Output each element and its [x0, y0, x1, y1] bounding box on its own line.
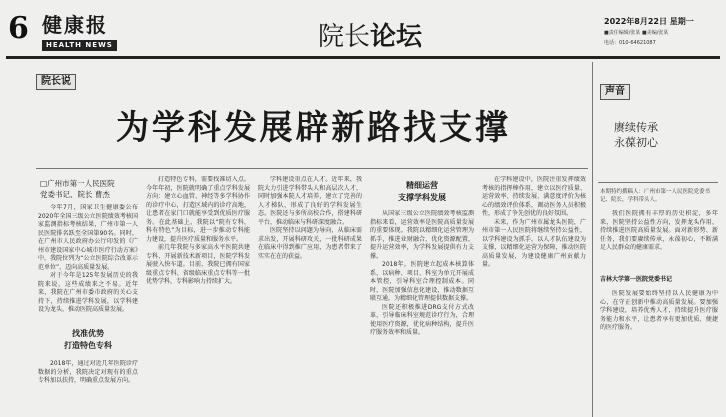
article-column-1b — [38, 360, 138, 417]
paragraph: 打造特色专科，需要找准切入点。今年年初，医院就明确了重点学科发展方向：建立心血管、神经等多学科协作的诊疗中心，打造区域内的诊疗高地，让患者在家门口就能享受到优质医疗服务。在此基础上，我院以“院有专科，科有特色”为目标，进一步推动专科能力建设，提升医疗质量和服务水平。 — [146, 176, 250, 243]
paragraph: 2018年，医院建立起成本核算体系，以病种、项目、科室为单元开展成本管控，引导科室合理控制成本。同时，医院加强信息化建设，推动数据互联互通，为精细化管理提供数据支撑。 — [370, 261, 474, 302]
article-column-4 — [370, 210, 474, 417]
sidebar-title-line2: 永葆初心 — [614, 136, 658, 149]
subhead-1-line2: 打造特色专科 — [64, 341, 112, 350]
sidebar-title-line1: 赓续传承 — [614, 121, 658, 134]
column-tag: 院长说 — [36, 74, 76, 90]
subhead-2 — [370, 180, 474, 204]
paragraph: 在学科建设中，医院注重发挥绩效考核的指挥棒作用，建立以医疗质量、运营效率、持续发展、满意度评价为核心的绩效评价体系，调动医务人员积极性，形成了争先创优的良好氛围。 — [482, 176, 586, 217]
sidebar-title — [614, 120, 658, 150]
section-title-bold: 论坛 — [370, 22, 423, 52]
paragraph: 今年7月，国家卫生健康委公布2020年全国三级公立医院绩效考核国家监测指标考核结果，广州市第一人民医院排名跃至全国第90名。同时，在广州市人民政府办公厅印发的《广州市建设国家中心城市医疗行动方案》中，我院位列为“公立医院综合改革示范单位”，迈向高质量发展。 — [38, 204, 138, 271]
header-rule — [6, 56, 720, 59]
paragraph: 从国家三级公立医院绩效考核监测指标来看，运营效率是医院高质量发展的重要体现。我院以精细化运营管理为抓手，推进业财融合，优化资源配置，提升运营效率，为学科发展提供有力支撑。 — [370, 210, 474, 260]
newspaper-brand-en: HEALTH NEWS — [42, 40, 117, 51]
sidebar-column-a — [600, 210, 718, 270]
sidebar-caption: 本期特约撰稿人：广州市第一人民医院党委书记、院长，学科带头人。 — [600, 189, 711, 203]
paragraph: 对于今年是125年发展历史的我院来说，这些成绩来之不易。近年来，我院在广州市委市政府的关心支持下，持续推进学科发展，以学科建设为龙头，推动医院高质量发展。 — [38, 272, 138, 313]
sidebar-divider — [592, 62, 593, 417]
paragraph: 学科建设重点在人才。近年来，我院大力引进学科带头人和高层次人才，同时加强本院人才培养，建立了完善的人才梯队，形成了良好的学科发展生态。医院还与多所高校合作，搭建科研平台，推动临床与科研深度融合。 — [258, 176, 362, 226]
byline-text: □广州市第一人民医院 党委书记、院长 曹杰 — [40, 179, 115, 199]
issue-date: 2022年8月22日 星期一 — [604, 17, 694, 26]
article-column-5 — [482, 176, 586, 417]
subhead-1-line1: 找准优势 — [72, 329, 104, 338]
headline-divider — [36, 168, 588, 169]
subhead-2-line1: 精细运营 — [406, 181, 438, 190]
editor-credit: ■责任编辑/张某 ■美编/张某 — [604, 30, 669, 36]
article-column-2 — [146, 176, 250, 417]
page-number: 6 — [8, 11, 29, 46]
paragraph: 我们医院拥有丰厚的历史积淀，多年来，医院坚持公益性方向，发挥龙头作用，持续推进医院高质量发展。面对新形势、新任务，我们要赓续传承，永葆初心，不断满足人民群众的健康需求。 — [600, 210, 718, 251]
sidebar-column-b — [600, 290, 718, 417]
paragraph: 医院坚持以问题为导向，从临床需求出发，开展科研攻关，一批科研成果在临床中得到推广应用，为患者带来了实实在在的获益。 — [258, 227, 362, 260]
article-column-3 — [258, 176, 362, 417]
paragraph: 医院还积极推进DRG支付方式改革，引导临床科室规范诊疗行为，合理使用医疗资源，优化病种结构，提升医疗服务效率和质量。 — [370, 303, 474, 336]
subhead-1 — [38, 328, 138, 352]
newspaper-brand: 健康报 — [42, 13, 108, 37]
paragraph: 医院发展要始终坚持以人民健康为中心，在守正创新中推动高质量发展。要加强学科建设，培养优秀人才，持续提升医疗服务能力和水平，让患者享有更加优质、便捷的医疗服务。 — [600, 290, 718, 331]
sidebar-tag: 声音 — [600, 84, 630, 100]
article-column-1 — [38, 204, 138, 324]
paragraph: 未来，作为广州市属龙头医院，广州市第一人民医院将继续坚持公益性，以学科建设为抓手，以人才队伍建设为支撑，以精细化运营为保障，推动医院高质量发展，为建设健康广州贡献力量。 — [482, 218, 586, 268]
subhead-2-line2: 支撑学科发展 — [398, 193, 446, 202]
article-headline: 为学科发展辟新路找支撑 — [116, 108, 511, 148]
editor-phone: 电话：010-64621087 — [604, 40, 656, 46]
section-title-prefix: 院长 — [318, 22, 371, 52]
paragraph: 前几年我院与多家高水平医院共建专科，开展新技术新项目，医院学科发展驶入快车道。目前，我院已拥有国家级重点专科、省级临床重点专科等一批优势学科，专科影响力持续扩大。 — [146, 244, 250, 285]
sidebar-rule — [598, 182, 718, 183]
article-byline — [40, 178, 136, 200]
section-title — [318, 22, 422, 52]
paragraph: 2018年，通过对近几年医院诊疗数据的分析，我院决定对现有的重点专科加以扶持，明确重点发展方向。 — [38, 360, 138, 384]
sidebar-subhead: 吉林大学第一医院党委书记 — [600, 276, 673, 283]
